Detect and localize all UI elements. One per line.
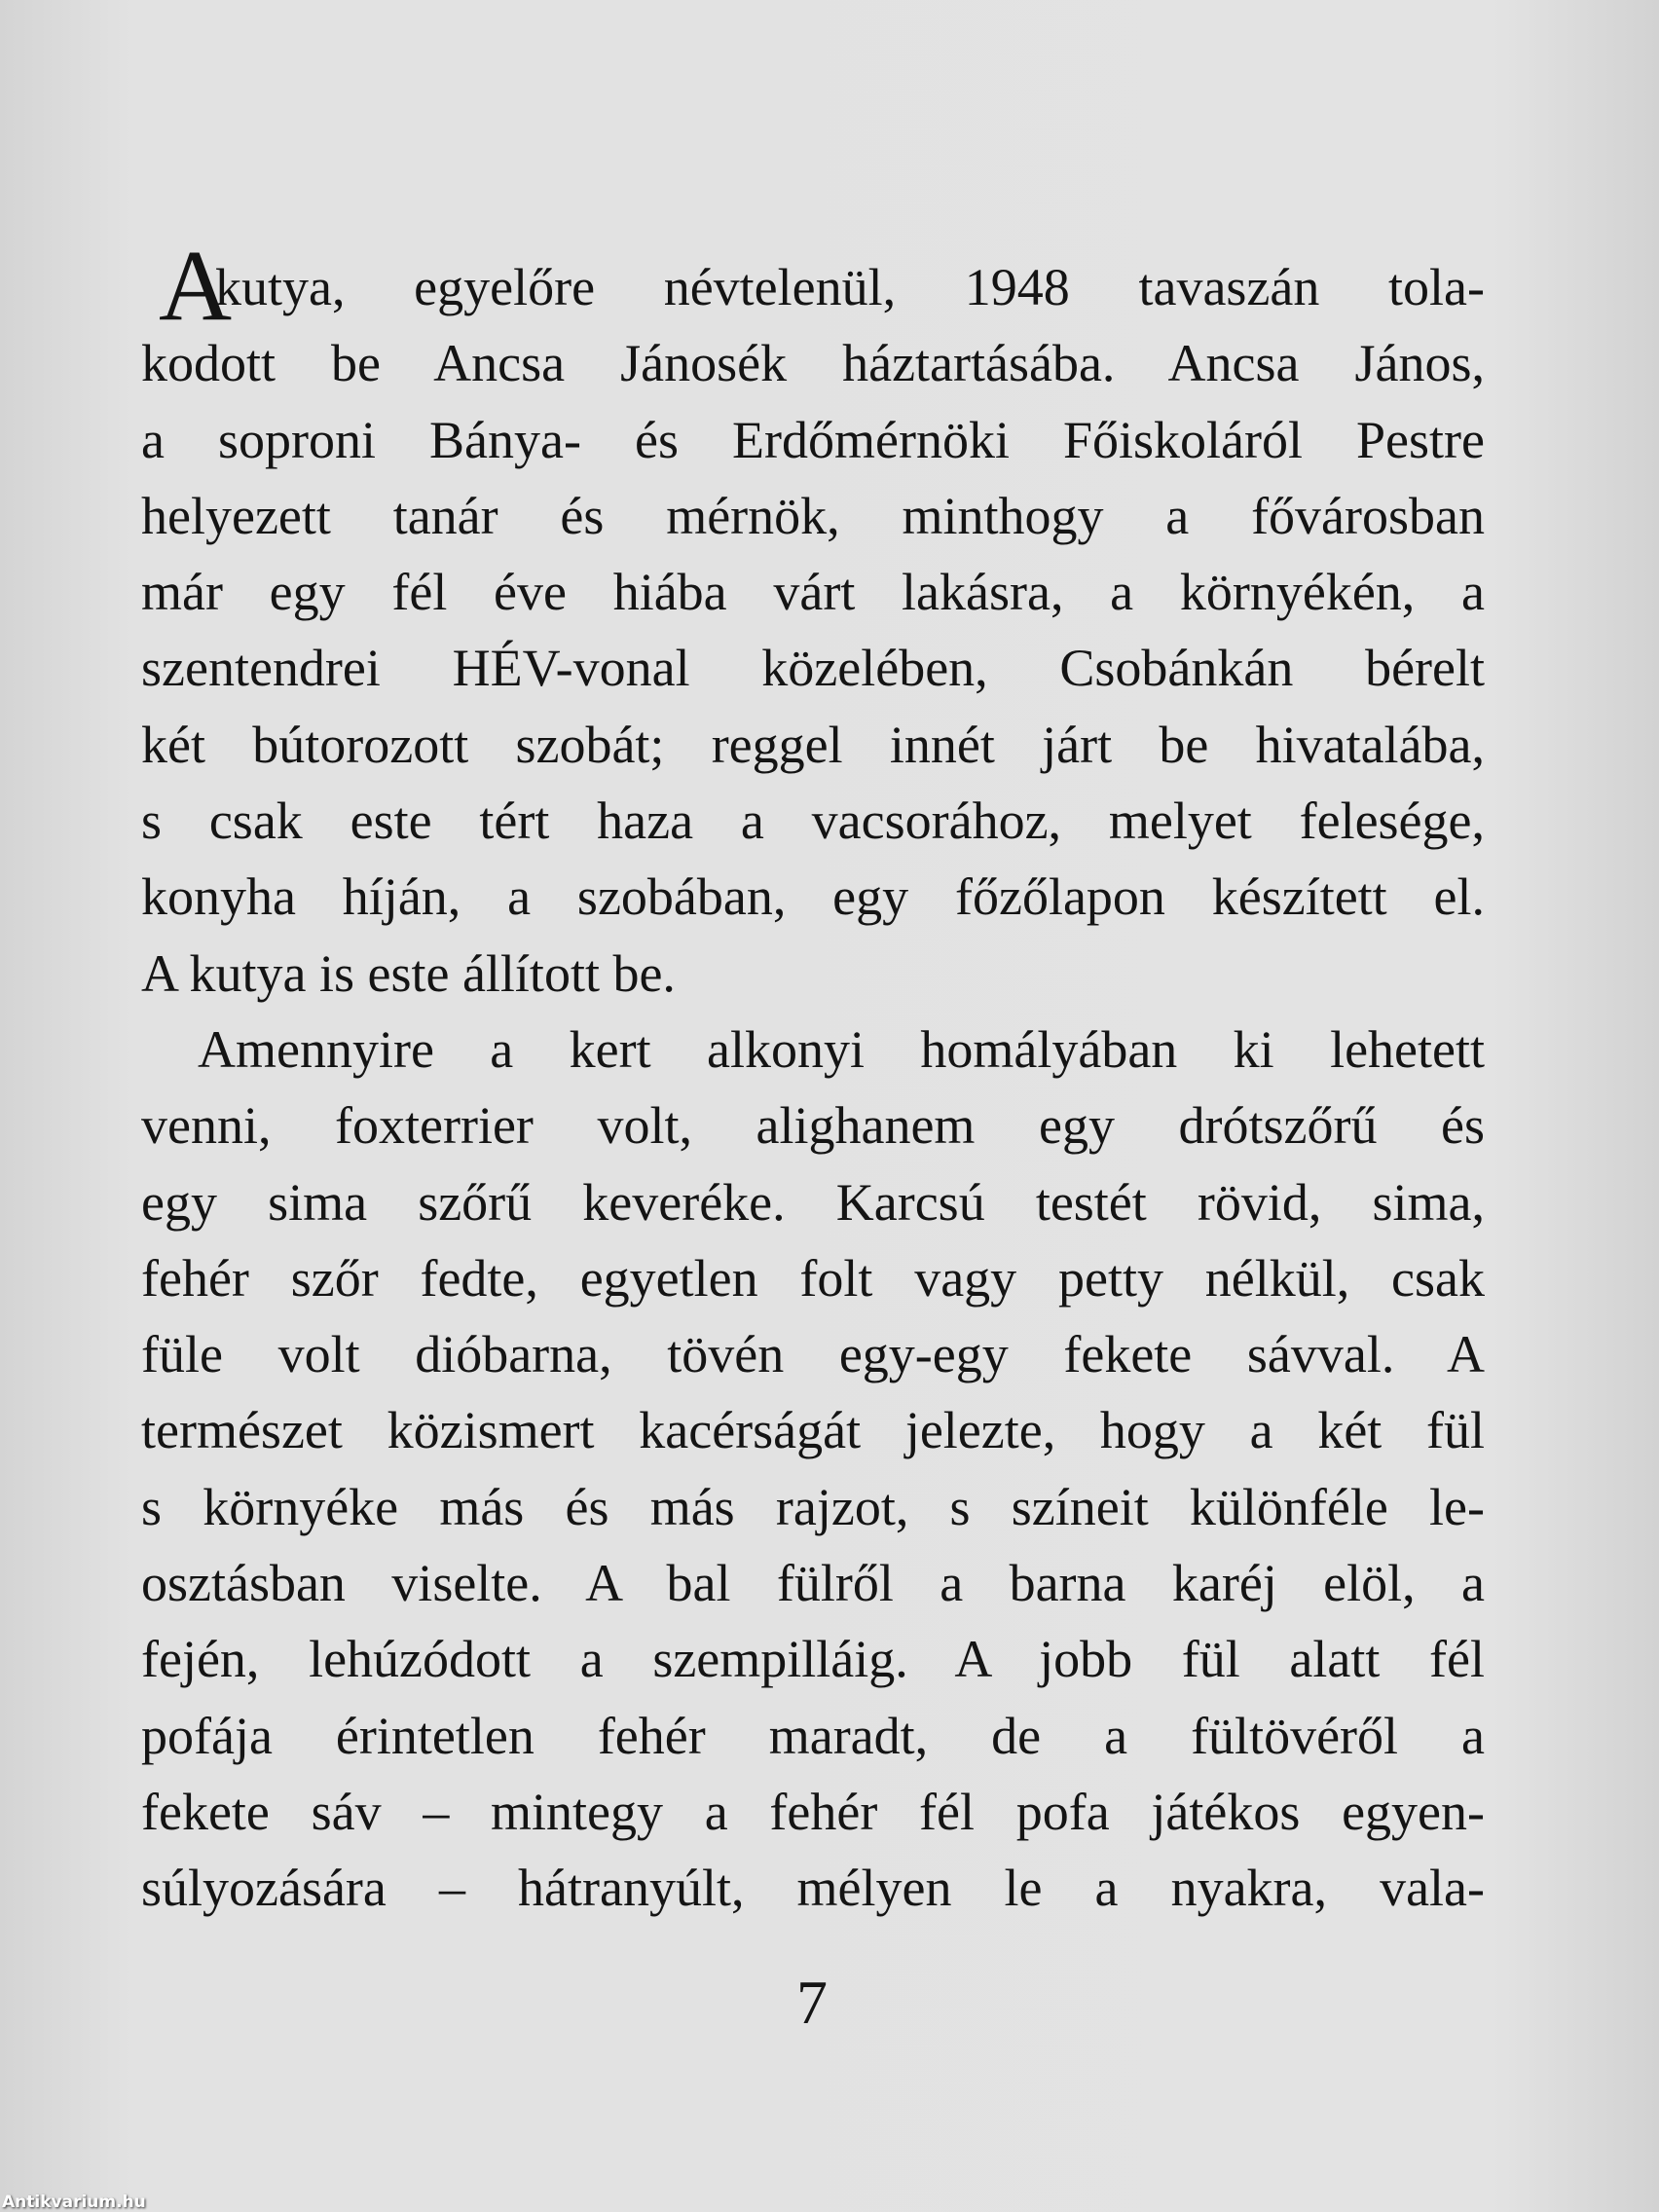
text-line: s csak este tért haza a vacsorához, melyet felesége,	[141, 792, 1485, 851]
text-line: kodott be Ancsa Jánosék háztartásába. Ancsa János,	[141, 334, 1485, 393]
text-line: pofája érintetlen fehér maradt, de a fültövéről a	[141, 1706, 1485, 1765]
text-line: Amennyire a kert alkonyi homályában ki lehetett	[198, 1019, 1485, 1079]
text-line: konyha híján, a szobában, egy főzőlapon készített el.	[141, 867, 1485, 927]
text-line: füle volt dióbarna, tövén egy-egy fekete sávval. A	[141, 1325, 1485, 1384]
body-text	[141, 230, 1485, 1927]
text-line: már egy fél éve hiába várt lakásra, a környékén, a	[141, 563, 1485, 622]
text-line: szentendrei HÉV-vonal közelében, Csobánkán bérelt	[141, 639, 1485, 698]
text-line: két bútorozott szobát; reggel innét járt be hivatalába,	[141, 715, 1485, 774]
text-line: fehér szőr fedte, egyetlen folt vagy petty nélkül, csak	[141, 1248, 1485, 1308]
text-line: fekete sáv – mintegy a fehér fél pofa játékos egyen-	[141, 1782, 1485, 1841]
text-line: a soproni Bánya- és Erdőmérnöki Főiskoláról Pestre	[141, 410, 1485, 469]
text-line: s környéke más és más rajzot, s színeit különféle le-	[141, 1477, 1485, 1536]
text-line: helyezett tanár és mérnök, minthogy a fővárosban	[141, 486, 1485, 545]
text-line: egy sima szőrű keveréke. Karcsú testét rövid, sima,	[141, 1172, 1485, 1232]
text-line: fején, lehúzódott a szempilláig. A jobb fül alatt fél	[141, 1630, 1485, 1689]
page-number: 7	[796, 1968, 828, 2037]
drop-cap: A	[159, 230, 233, 342]
line-text: kutya, egyelőre névtelenül, 1948 tavaszán tola-	[215, 258, 1485, 316]
watermark: Antikvarium.hu	[2, 2193, 146, 2212]
text-line: venni, foxterrier volt, alighanem egy drótszőrű és	[141, 1096, 1485, 1156]
text-line: A kutya is este állított be.	[141, 943, 676, 1003]
text-line: osztásban viselte. A bal fülről a barna karéj elöl, a	[141, 1554, 1485, 1613]
text-line: súlyozására – hátranyúlt, mélyen le a nyakra, vala-	[141, 1859, 1485, 1918]
text-line: természet közismert kacérságát jelezte, hogy a két fül	[141, 1401, 1485, 1460]
text-line	[141, 230, 1485, 342]
